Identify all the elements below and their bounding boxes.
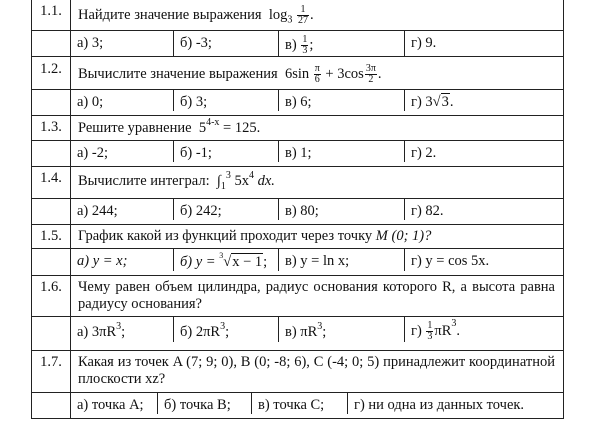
answer-option-a[interactable]: а) точка A;	[77, 397, 144, 413]
question-number: 1.2.	[32, 57, 71, 90]
answer-option-c[interactable]: в) y = ln x;	[278, 249, 404, 271]
answer-option-b[interactable]: б) $2\pi R^3$;	[173, 317, 278, 342]
answer-option-b[interactable]: б) -3;	[173, 31, 278, 56]
question-row-1-2	[32, 57, 564, 90]
question-text: Вычислите значение выражения 6sin $\frac{\pi}{6}$ + 3cos $\frac{3\pi}{2}$ .	[71, 57, 564, 90]
answer-row-1-7	[32, 393, 564, 419]
question-row-1-6	[32, 276, 564, 317]
answer-row-1-3	[32, 141, 564, 167]
answer-option-d[interactable]: г) $\frac{1}{3}$ $\pi R^3$.	[404, 317, 563, 342]
question-row-1-3	[32, 116, 564, 141]
cube-root-icon: √	[223, 254, 232, 270]
answer-option-b[interactable]: б) y = $^3$√x − 1;	[173, 249, 278, 271]
answer-option-b[interactable]: б) 3;	[173, 90, 278, 111]
answer-option-d[interactable]: г) y = cos 5x.	[404, 249, 563, 271]
answer-option-b[interactable]: б) 242;	[173, 199, 278, 220]
answer-option-c[interactable]: в) 6;	[278, 90, 404, 111]
question-text: Какая из точек A (7; 9; 0), B (0; -8; 6), C (-4; 0; 5) принадлежит координатной плоскости xz?	[71, 351, 564, 393]
answer-option-b[interactable]: б) -1;	[173, 141, 278, 162]
answer-option-d[interactable]: г) 9.	[404, 31, 563, 56]
answer-option-a[interactable]: а) 244;	[77, 203, 118, 219]
answer-option-a[interactable]: а) -2;	[77, 145, 108, 161]
answer-option-d[interactable]: г) 82.	[404, 199, 563, 220]
question-text: Найдите значение выражения $\log_3$ $\frac{1}{27}$ .	[71, 0, 564, 31]
answer-option-b[interactable]: б) точка B;	[157, 393, 251, 414]
answer-option-c[interactable]: в) $\pi R^3$;	[278, 317, 404, 342]
answer-row-1-1	[32, 31, 564, 57]
answer-row-1-4	[32, 199, 564, 225]
sqrt-icon: √	[432, 94, 441, 110]
question-row-1-7	[32, 351, 564, 393]
question-text: Вычислите интеграл: $\int_1^3$ $5x^4$ dx.	[71, 167, 564, 199]
question-number: 1.4.	[32, 167, 71, 199]
answer-option-c[interactable]: в) точка C;	[251, 393, 347, 414]
answer-option-c[interactable]: в) $\frac{1}{3}$ ;	[278, 31, 404, 56]
question-number: 1.3.	[32, 116, 71, 141]
question-number: 1.1.	[32, 0, 71, 31]
answer-option-a[interactable]: а) 3;	[77, 35, 104, 51]
question-row-1-4	[32, 167, 564, 199]
question-number: 1.7.	[32, 351, 71, 393]
answer-row-1-6	[32, 317, 564, 351]
question-text: Решите уравнение 5$^{4-x}$ = 125.	[71, 116, 564, 141]
question-number: 1.6.	[32, 276, 71, 317]
answer-option-d[interactable]: г) 3√3.	[404, 90, 563, 111]
integral-icon: ∫	[216, 173, 221, 189]
answer-option-a[interactable]: а) y = x;	[77, 253, 128, 269]
question-text: Чему равен объем цилиндра, радиус основания которого R, а высота равна радиусу основания?	[71, 276, 564, 317]
question-number: 1.5.	[32, 225, 71, 249]
question-row-1-5	[32, 225, 564, 249]
answer-option-a[interactable]: а) $3\pi R^3$;	[77, 321, 126, 340]
test-table	[31, 0, 564, 419]
answer-row-1-5	[32, 249, 564, 276]
question-text: График какой из функций проходит через точку M (0; 1)?	[71, 225, 564, 249]
answer-row-1-2	[32, 90, 564, 116]
question-row-1-1	[32, 0, 564, 31]
answer-option-d[interactable]: г) ни одна из данных точек.	[347, 393, 563, 414]
answer-option-d[interactable]: г) 2.	[404, 141, 563, 162]
answer-option-c[interactable]: в) 1;	[278, 141, 404, 162]
answer-option-a[interactable]: а) 0;	[77, 94, 104, 110]
answer-option-c[interactable]: в) 80;	[278, 199, 404, 220]
